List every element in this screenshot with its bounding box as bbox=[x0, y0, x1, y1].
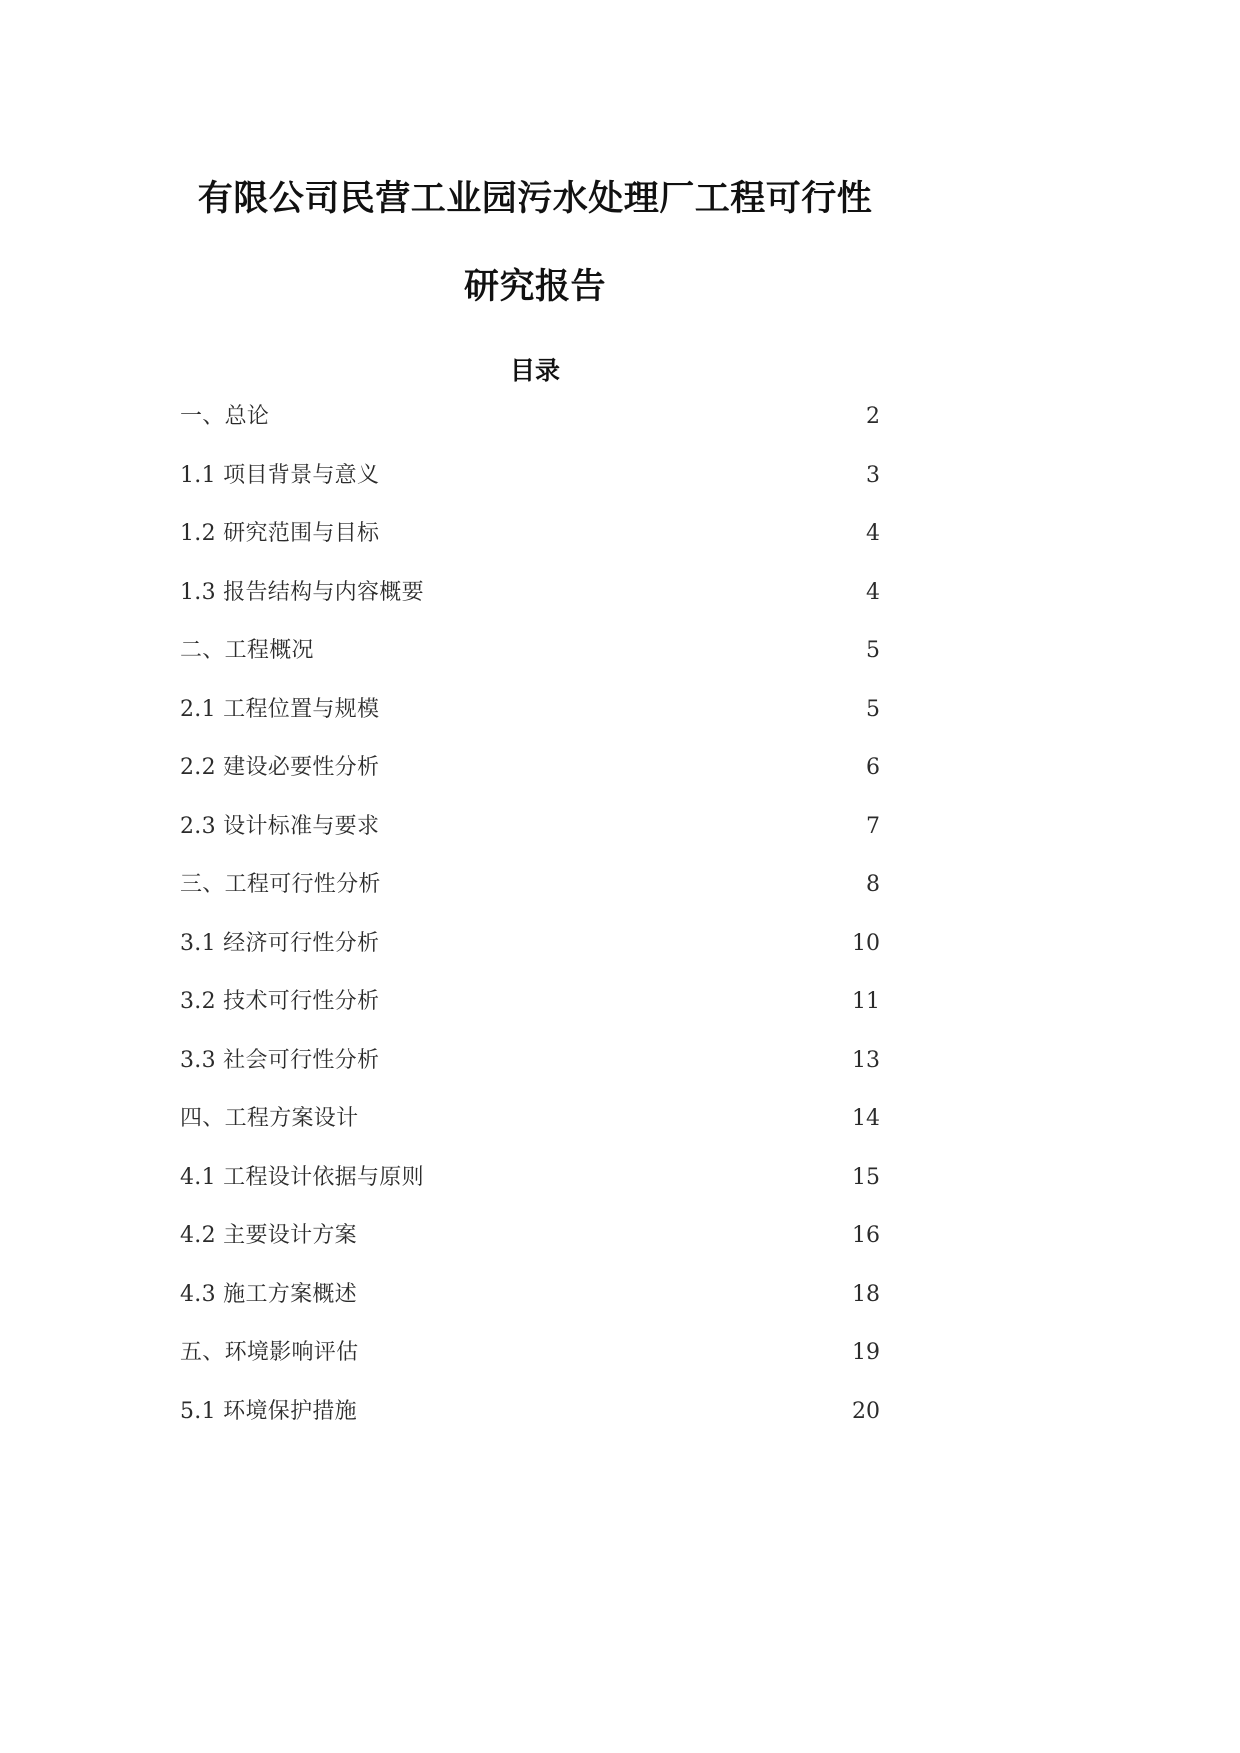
toc-dot-leader bbox=[381, 752, 834, 774]
table-of-contents bbox=[180, 388, 880, 1441]
toc-dot-leader bbox=[381, 460, 834, 482]
document-title: 有限公司民营工业园污水处理厂工程可行性研究报告 bbox=[197, 179, 873, 308]
toc-dot-leader bbox=[426, 577, 834, 599]
toc-entry-page-number: 2 bbox=[866, 404, 880, 429]
toc-dot-leader bbox=[359, 1220, 834, 1242]
toc-dot-leader bbox=[359, 1396, 834, 1418]
toc-entry[interactable] bbox=[180, 1266, 880, 1325]
toc-dot-leader bbox=[381, 928, 834, 950]
toc-entry-label: 4.1 工程设计依据与原则 bbox=[180, 1164, 424, 1190]
toc-entry-page-number: 20 bbox=[852, 1398, 880, 1424]
toc-dot-leader bbox=[316, 635, 834, 657]
toc-dot-leader bbox=[383, 869, 834, 891]
toc-entry-page-number: 8 bbox=[866, 872, 880, 897]
toc-entry[interactable] bbox=[180, 739, 880, 798]
toc-entry[interactable] bbox=[180, 447, 880, 506]
toc-entry-page-number: 19 bbox=[852, 1340, 880, 1365]
toc-entry-page-number: 7 bbox=[866, 813, 880, 839]
toc-entry-label: 3.3 社会可行性分析 bbox=[180, 1047, 380, 1073]
toc-dot-leader bbox=[360, 1103, 834, 1125]
toc-dot-leader bbox=[381, 518, 834, 540]
toc-entry[interactable] bbox=[180, 1032, 880, 1091]
toc-entry[interactable] bbox=[180, 1383, 880, 1442]
toc-entry-label: 一、总论 bbox=[180, 404, 270, 429]
toc-entry-label: 3.2 技术可行性分析 bbox=[180, 989, 380, 1014]
toc-entry-page-number: 14 bbox=[852, 1106, 880, 1131]
toc-entry-label: 三、工程可行性分析 bbox=[180, 872, 381, 897]
toc-entry-page-number: 10 bbox=[852, 930, 880, 956]
toc-entry[interactable] bbox=[180, 973, 880, 1032]
toc-entry[interactable] bbox=[180, 622, 880, 681]
toc-entry-page-number: 11 bbox=[852, 989, 880, 1014]
toc-entry-label: 2.1 工程位置与规模 bbox=[180, 696, 380, 722]
toc-entry[interactable] bbox=[180, 564, 880, 623]
toc-dot-leader bbox=[381, 1045, 834, 1067]
toc-entry-page-number: 16 bbox=[852, 1223, 880, 1248]
toc-entry[interactable] bbox=[180, 1149, 880, 1208]
toc-entry-page-number: 18 bbox=[852, 1281, 880, 1307]
toc-dot-leader bbox=[381, 811, 834, 833]
toc-entry-label: 2.2 建设必要性分析 bbox=[180, 755, 380, 780]
toc-dot-leader bbox=[360, 1337, 834, 1359]
toc-entry-page-number: 4 bbox=[866, 521, 880, 546]
toc-entry-page-number: 6 bbox=[866, 755, 880, 780]
toc-entry-label: 4.2 主要设计方案 bbox=[180, 1223, 357, 1248]
toc-entry-page-number: 15 bbox=[852, 1164, 880, 1190]
toc-entry[interactable] bbox=[180, 681, 880, 740]
toc-entry-page-number: 3 bbox=[866, 462, 880, 488]
toc-entry[interactable] bbox=[180, 798, 880, 857]
toc-dot-leader bbox=[271, 401, 834, 423]
toc-entry-label: 四、工程方案设计 bbox=[180, 1106, 359, 1131]
toc-entry-label: 2.3 设计标准与要求 bbox=[180, 813, 380, 839]
toc-dot-leader bbox=[381, 694, 834, 716]
toc-entry[interactable] bbox=[180, 388, 880, 447]
toc-entry[interactable] bbox=[180, 1207, 880, 1266]
toc-entry-label: 3.1 经济可行性分析 bbox=[180, 930, 380, 956]
toc-entry[interactable] bbox=[180, 1324, 880, 1383]
toc-entry[interactable] bbox=[180, 856, 880, 915]
toc-entry-label: 1.2 研究范围与目标 bbox=[180, 521, 380, 546]
toc-entry-label: 二、工程概况 bbox=[180, 638, 314, 663]
toc-entry-page-number: 4 bbox=[866, 579, 880, 605]
toc-dot-leader bbox=[381, 986, 834, 1008]
toc-entry-label: 4.3 施工方案概述 bbox=[180, 1281, 357, 1307]
toc-entry[interactable] bbox=[180, 915, 880, 974]
toc-entry[interactable] bbox=[180, 505, 880, 564]
toc-entry-label: 1.3 报告结构与内容概要 bbox=[180, 579, 424, 605]
toc-entry-label: 5.1 环境保护措施 bbox=[180, 1398, 357, 1424]
table-of-contents-heading: 目录 bbox=[509, 355, 560, 385]
toc-dot-leader bbox=[359, 1279, 834, 1301]
toc-dot-leader bbox=[426, 1162, 834, 1184]
toc-entry-label: 1.1 项目背景与意义 bbox=[180, 462, 380, 488]
toc-entry-page-number: 5 bbox=[866, 696, 880, 722]
toc-entry-page-number: 13 bbox=[852, 1047, 880, 1073]
toc-entry[interactable] bbox=[180, 1090, 880, 1149]
toc-entry-page-number: 5 bbox=[866, 638, 880, 663]
toc-entry-label: 五、环境影响评估 bbox=[180, 1340, 359, 1365]
